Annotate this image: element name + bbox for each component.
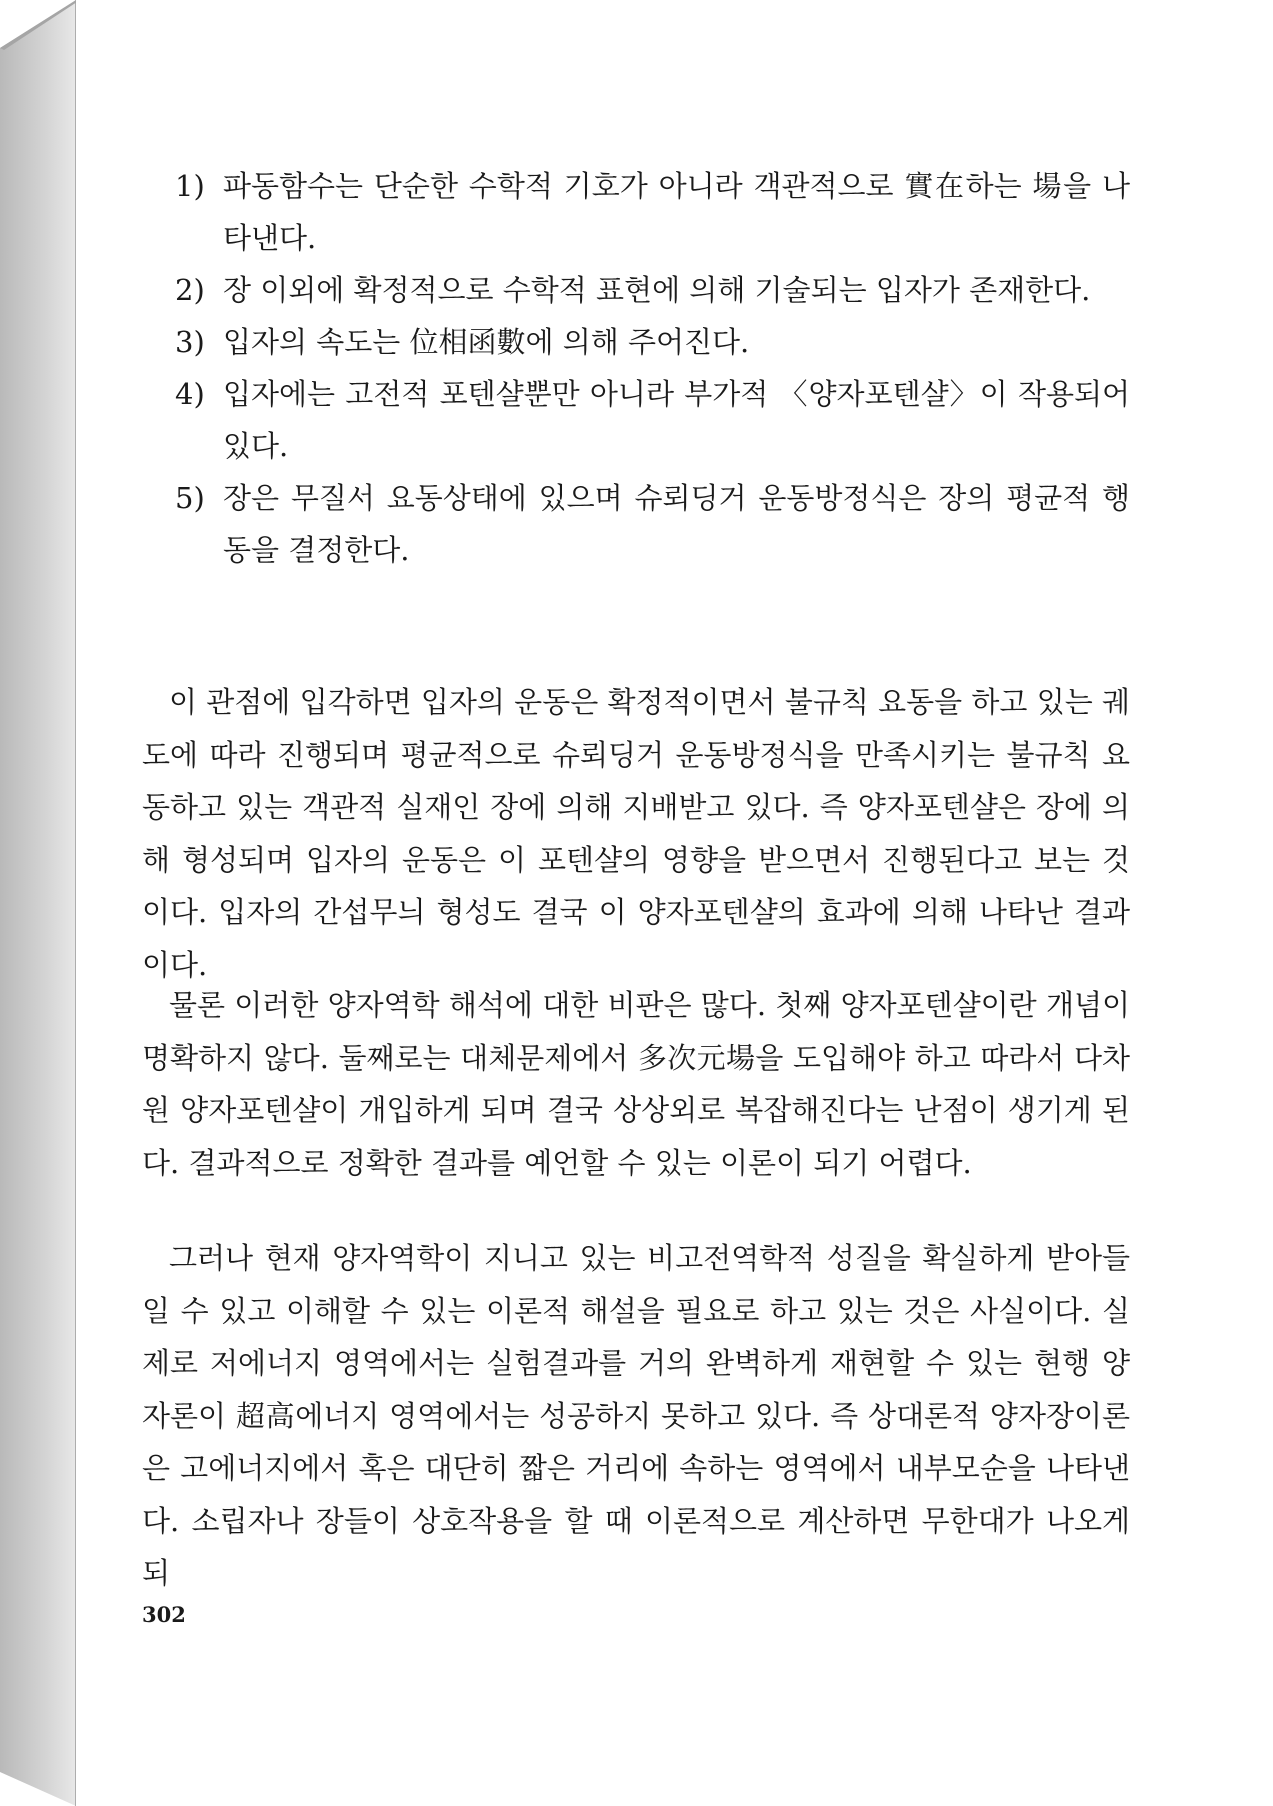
list-item-text: 파동함수는 단순한 수학적 기호가 아니라 객관적으로 實在하는 場을 나타낸다. bbox=[223, 169, 1130, 255]
list-item-text: 입자에는 고전적 포텐샬뿐만 아니라 부가적 〈양자포텐샬〉이 작용되어 있다. bbox=[223, 377, 1130, 463]
list-item-text: 장은 무질서 요동상태에 있으며 슈뢰딩거 운동방정식은 장의 평균적 행동을 결정한다. bbox=[223, 481, 1130, 567]
list-item bbox=[175, 368, 1130, 472]
numbered-list bbox=[175, 160, 1130, 576]
list-item-number: 4) bbox=[175, 377, 205, 411]
list-item-number: 2) bbox=[175, 273, 205, 307]
page-number: 302 bbox=[142, 1602, 186, 1627]
body-paragraph: 이 관점에 입각하면 입자의 운동은 확정적이면서 불규칙 요동을 하고 있는 궤도에 따라 진행되며 평균적으로 슈뢰딩거 운동방정식을 만족시키는 불규칙 요동하고 있는 객관적 실재인 장에 의해 지배받고 있다. 즉 양자포텐샬은 장에 의해 형성되며 입자의 운동은 이 포텐샬의 영향을 받으면서 진행된다고 보는 것이다. 입자의 간섭무늬 형성도 결국 이 양자포텐샬의 효과에 의해 나타난 결과이다. bbox=[142, 685, 1130, 982]
list-item-text: 장 이외에 확정적으로 수학적 표현에 의해 기술되는 입자가 존재한다. bbox=[223, 273, 1091, 307]
body-paragraph: 그러나 현재 양자역학이 지니고 있는 비고전역학적 성질을 확실하게 받아들일 수 있고 이해할 수 있는 이론적 해설을 필요로 하고 있는 것은 사실이다. 실제로 저에너지 영역에서는 실험결과를 거의 완벽하게 재현할 수 있는 현행 양자론이 超高에너지 영역에서는 성공하지 못하고 있다. 즉 상대론적 양자장이론은 고에너지에서 혹은 대단히 짧은 거리에 속하는 영역에서 내부모순을 나타낸다. 소립자나 장들이 상호작용을 할 때 이론적으로 계산하면 무한대가 나오게 되 bbox=[142, 1241, 1130, 1590]
list-item bbox=[175, 316, 1130, 368]
body-paragraph: 물론 이러한 양자역학 해석에 대한 비판은 많다. 첫째 양자포텐샬이란 개념이 명확하지 않다. 둘째로는 대체문제에서 多次元場을 도입해야 하고 따라서 다차원 양자포텐샬이 개입하게 되며 결국 상상외로 복잡해진다는 난점이 생기게 된다. 결과적으로 정확한 결과를 예언할 수 있는 이론이 되기 어렵다. bbox=[142, 988, 1130, 1180]
list-item-number: 3) bbox=[175, 325, 205, 359]
list-item-number: 1) bbox=[175, 169, 205, 203]
list-item-text: 입자의 속도는 位相函數에 의해 주어진다. bbox=[223, 325, 750, 359]
list-item bbox=[175, 264, 1130, 316]
list-item bbox=[175, 472, 1130, 576]
list-item-number: 5) bbox=[175, 481, 205, 515]
list-item bbox=[175, 160, 1130, 264]
